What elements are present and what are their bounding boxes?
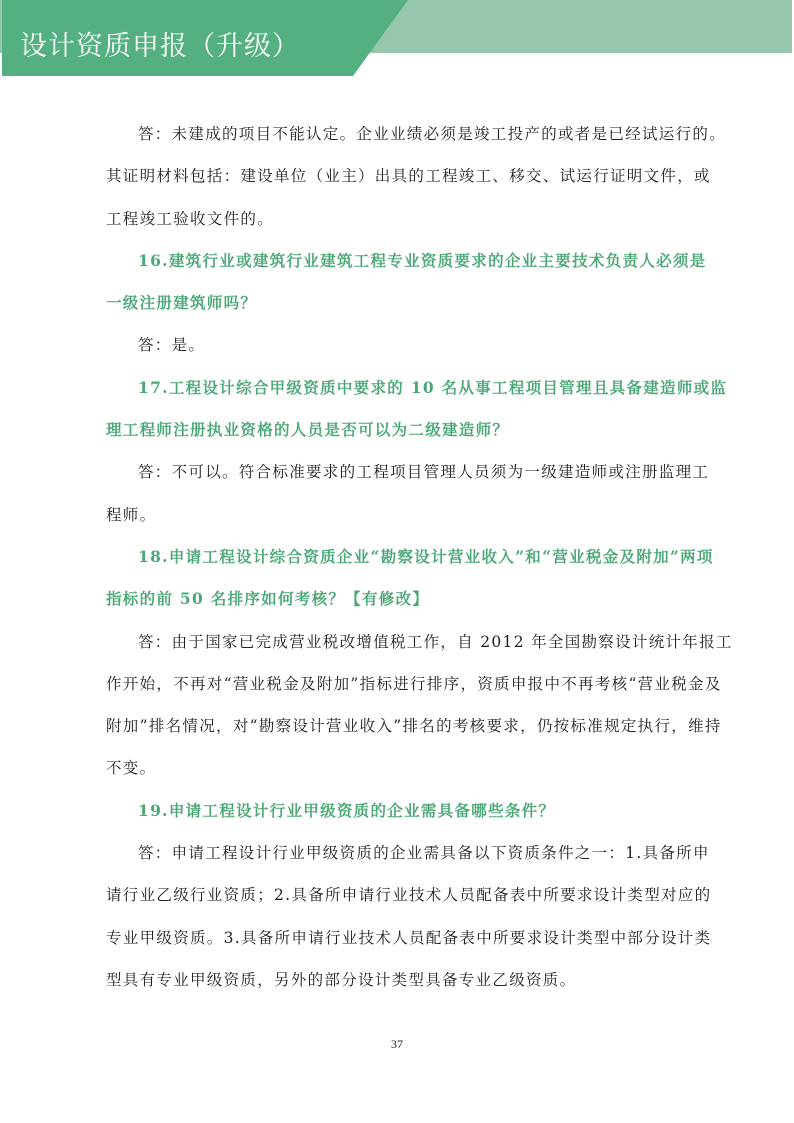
- text-line: 其证明材料包括：建设单位（业主）出具的工程竣工、移交、试运行证明文件，或: [106, 167, 711, 186]
- text-line: 19.申请工程设计行业甲级资质的企业需具备哪些条件？: [138, 800, 556, 820]
- answer-paragraph: [106, 120, 727, 247]
- answer-paragraph: [106, 628, 733, 797]
- answer-paragraph: [106, 839, 712, 1008]
- question-heading-16: [106, 247, 707, 332]
- text-line: 答：由于国家已完成营业税改增值税工作，自 2012 年全国勘察设计统计年报工: [138, 632, 733, 651]
- text-line: 答：未建成的项目不能认定。企业业绩必须是竣工投产的或者是已经试运行的。: [138, 125, 727, 143]
- text-line: 17.工程设计综合甲级资质中要求的 10 名从事工程项目管理且具备建造师或监: [138, 377, 728, 397]
- text-line: 18.申请工程设计综合资质企业“勘察设计营业收入”和“营业税金及附加”两项: [138, 546, 714, 566]
- text-line: 答：是。: [138, 336, 206, 355]
- page-header-title: 设计资质申报（升级）: [20, 31, 300, 62]
- text-line: 不变。: [106, 759, 157, 778]
- text-line: 指标的前 50 名排序如何考核？【有修改】: [106, 589, 430, 609]
- question-heading-17: [106, 374, 728, 459]
- text-line: 工程竣工验收文件的。: [106, 209, 275, 228]
- text-line: 理工程师注册执业资格的人员是否可以为二级建造师？: [106, 420, 510, 440]
- text-line: 型具有专业甲级资质，另外的部分设计类型具备专业乙级资质。: [106, 970, 577, 989]
- text-line: 答：不可以。符合标准要求的工程项目管理人员须为一级建造师或注册监理工: [138, 463, 710, 482]
- answer-paragraph: [106, 331, 696, 373]
- question-heading-18: [106, 543, 714, 628]
- text-line: 请行业乙级行业资质；2.具备所申请行业技术人员配备表中所要求设计类型对应的: [106, 886, 712, 905]
- text-line: 答：申请工程设计行业甲级资质的企业需具备以下资质条件之一：1.具备所申: [138, 844, 710, 863]
- question-heading-19: [106, 797, 696, 839]
- text-line: 作开始，不再对“营业税金及附加”指标进行排序，资质申报中不再考核“营业税金及: [106, 674, 722, 693]
- text-line: 一级注册建筑师吗？: [106, 293, 258, 313]
- text-line: 专业甲级资质。3.具备所申请行业技术人员配备表中所要求设计类型中部分设计类: [106, 928, 712, 947]
- text-line: 16.建筑行业或建筑行业建筑工程专业资质要求的企业主要技术负责人必须是: [138, 250, 707, 270]
- answer-paragraph: [106, 458, 710, 543]
- document-body: [106, 120, 733, 1008]
- text-line: 程师。: [106, 505, 157, 524]
- text-line: 附加”排名情况，对“勘察设计营业收入”排名的考核要求，仍按标准规定执行，维持: [106, 717, 722, 736]
- page-number: 37: [391, 1037, 403, 1051]
